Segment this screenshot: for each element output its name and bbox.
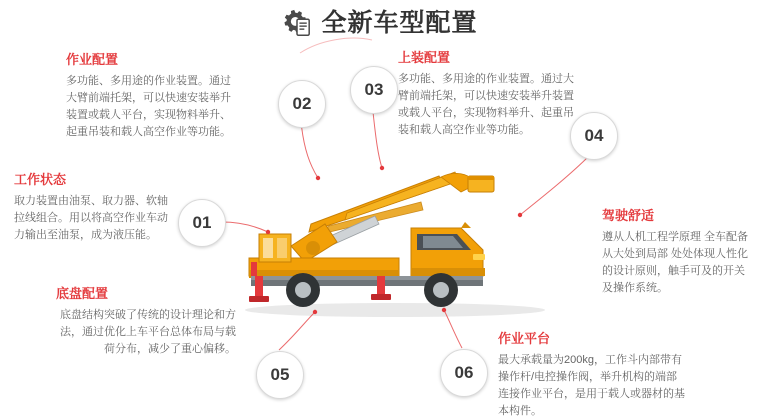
callout-body-02: 多功能、多用途的作业装置。通过大臂前端托架，可以快速安装举升装置或载人平台，实现物料举升、起重吊装和载人高空作业等功能。 (66, 75, 231, 138)
callout-block-06 (498, 331, 688, 420)
callout-badge-03[interactable]: 03 (350, 66, 398, 114)
callout-title-02: 作业配置 (66, 52, 119, 67)
callout-title-03: 上装配置 (398, 50, 451, 65)
callout-title-05: 底盘配置 (56, 286, 109, 301)
callout-title-06: 作业平台 (498, 331, 551, 346)
callout-block-02 (66, 52, 241, 141)
callout-block-04 (602, 208, 754, 297)
callout-body-06: 最大承载量为200kg，工作斗内部带有操作杆/电控操作阀，举升机构的端部连接作业平台，是用于载人或器材的基本构件。 (498, 354, 685, 417)
callout-block-05 (56, 286, 236, 358)
callout-badge-02[interactable]: 02 (278, 80, 326, 128)
callout-badge-05[interactable]: 05 (256, 351, 304, 399)
callout-body-03: 多功能、多用途的作业装置。通过大臂前端托架，可以快速安装举升装置或载人平台，实现物料举升、起重吊装和载人高空作业等功能。 (398, 73, 574, 136)
callout-body-01: 取力装置由油泵、取力器、软轴拉线组合。用以将高空作业车动力输出至油泵，成为液压能。 (14, 195, 168, 241)
callout-body-05: 底盘结构突破了传统的设计理论和方法，通过优化上车平台总体布局与载荷分布，减少了重心偏移。 (60, 309, 236, 355)
callout-badge-01[interactable]: 01 (178, 199, 226, 247)
callout-block-01 (14, 172, 174, 244)
callout-badge-06[interactable]: 06 (440, 349, 488, 397)
callout-title-04: 驾驶舒适 (602, 208, 655, 223)
callout-title-01: 工作状态 (14, 172, 67, 187)
page-title: 全新车型配置 (321, 9, 478, 37)
callout-badge-04[interactable]: 04 (570, 112, 618, 160)
callout-block-03 (398, 50, 580, 139)
callout-body-04: 遵从人机工程学原理 全车配备从大处到局部 处处体现人性化的设计原则，触手可及的开关及操作系统。 (602, 231, 749, 294)
